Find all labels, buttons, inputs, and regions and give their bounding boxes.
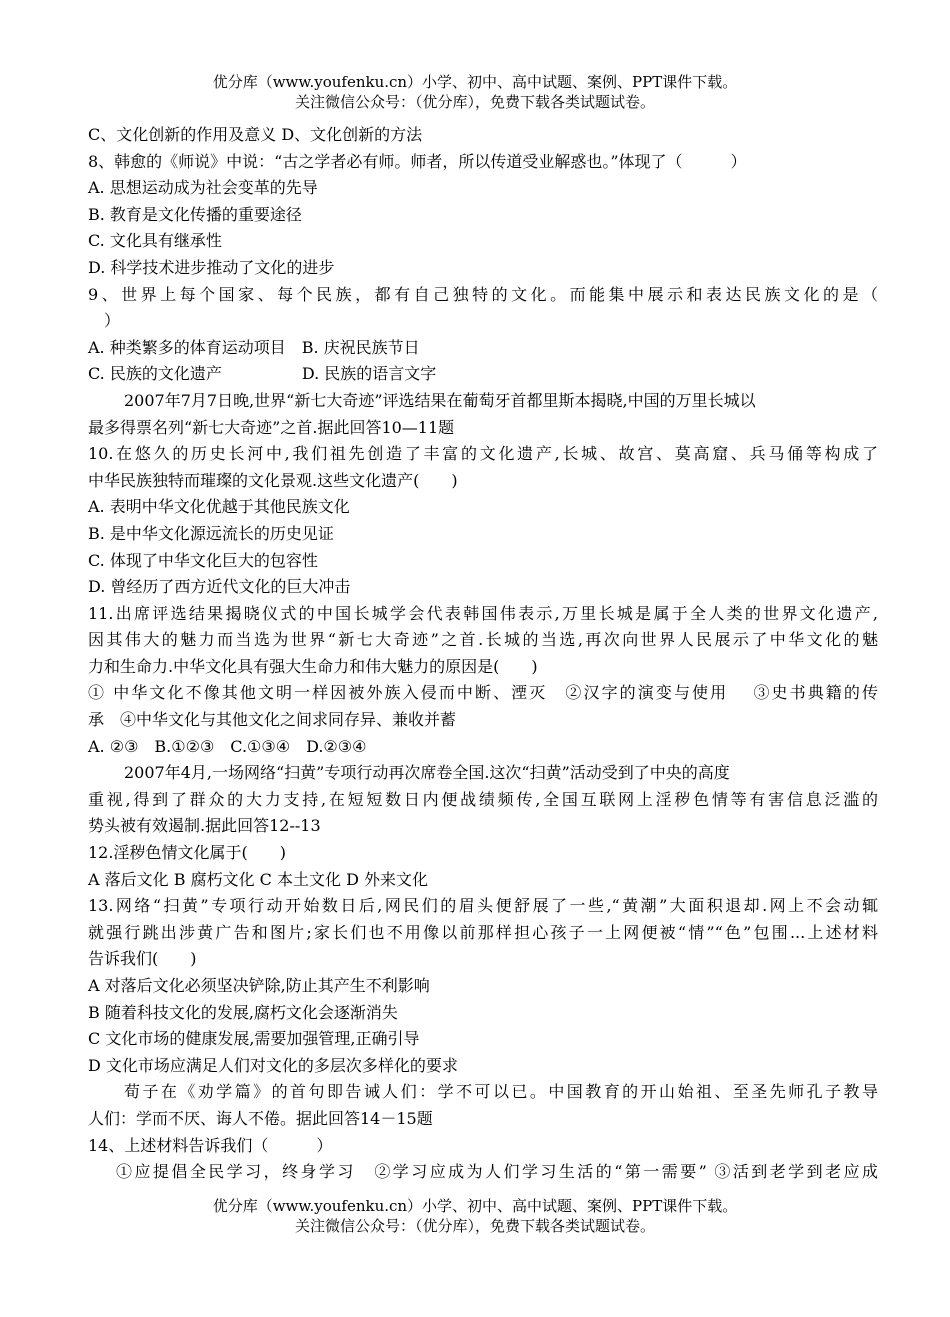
material-paragraph: 荀子在《劝学篇》的首句即告诫人们：学不可以已。中国教育的开山始祖、至圣先师孔子教导 (124, 1082, 878, 1102)
material-paragraph: 2007年4月,一场网络“扫黄”专项行动再次席卷全国.这次“扫黄”活动受到了中央的高度 (124, 763, 730, 783)
option-line: D. 科学技术进步推动了文化的进步 (88, 257, 335, 277)
option-line: A. 种类繁多的体育运动项目 B. 庆祝民族节日 (88, 337, 420, 357)
option-line: C 文化市场的健康发展,需要加强管理,正确引导 (88, 1029, 420, 1049)
question-10-cont: 中华民族独特而璀璨的文化景观.这些文化遗产( ) (88, 470, 458, 490)
document-body (88, 122, 878, 1186)
option-line: A. 表明中华文化优越于其他民族文化 (88, 497, 350, 517)
footer-line-2: 关注微信公众号：（优分库），免费下载各类试题试卷。 (294, 1217, 655, 1235)
option-line: B. 是中华文化源远流长的历史见证 (88, 523, 334, 543)
option-line: A 对落后文化必须坚决铲除,防止其产生不利影响 (88, 976, 430, 995)
option-line: B. 教育是文化传播的重要途径 (88, 204, 302, 224)
option-line: A. ②③ B.①②③ C.①③④ D.②③④ (88, 736, 367, 756)
material-paragraph-cont: 势头被有效遏制.据此回答12--13 (88, 816, 321, 836)
question-8: 8、韩愈的《师说》中说：“古之学者必有师。师者，所以传道受业解惑也。”体现了（ ） (88, 151, 747, 171)
question-9: 9、世界上每个国家、每个民族，都有自己独特的文化。而能集中展示和表达民族文化的是（ (88, 284, 878, 304)
footer-line-1: 优分库（www.youfenku.cn）小学、初中、高中试题、案例、PPT课件下载。 (212, 1197, 738, 1215)
option-line: A 落后文化 B 腐朽文化 C 本土文化 D 外来文化 (88, 869, 428, 889)
material-paragraph-cont: 重视,得到了群众的大力支持,在短短数日内便战绩频传,全国互联网上淫秽色情等有害信息泛滥的 (88, 789, 878, 809)
option-line: C. 民族的文化遗产 D. 民族的语言文字 (88, 364, 437, 384)
material-paragraph: 2007年7月7日晚,世界“新七大奇迹”评选结果在葡萄牙首都里斯本揭晓,中国的万里长城以 (124, 390, 756, 410)
option-line: B 随着科技文化的发展,腐朽文化会逐渐消失 (88, 1002, 398, 1022)
material-paragraph-cont: 最多得票名列“新七大奇迹”之首.据此回答10—11题 (88, 417, 455, 437)
question-9-cont: ） (88, 311, 121, 331)
statement-line: ① 中华文化不像其他文明一样因被外族入侵而中断、湮灭 ②汉字的演变与使用 ③史书典籍的传 (88, 683, 878, 703)
option-line: A. 思想运动成为社会变革的先导 (88, 178, 318, 198)
question-11-cont: 力和生命力.中华文化具有强大生命力和伟大魅力的原因是( ) (88, 656, 538, 676)
option-line: C、文化创新的作用及意义 D、文化创新的方法 (88, 125, 423, 144)
question-10: 10.在悠久的历史长河中,我们祖先创造了丰富的文化遗产,长城、故宫、莫高窟、兵马俑等构成了 (88, 444, 878, 464)
option-line: D. 曾经历了西方近代文化的巨大冲击 (88, 577, 351, 597)
option-line: C. 文化具有继承性 (88, 231, 222, 251)
question-12: 12.淫秽色情文化属于( ) (88, 843, 286, 863)
page-header (0, 72, 950, 112)
statement-line: 承 ④中华文化与其他文化之间求同存异、兼收并蓄 (88, 710, 457, 730)
question-11: 11.出席评选结果揭晓仪式的中国长城学会代表韩国伟表示,万里长城是属于全人类的世界文化遗产, (88, 603, 878, 623)
question-13: 13.网络“扫黄”专项行动开始数日后,网民们的眉头便舒展了一些,“黄潮”大面积退却.网上不会动辄 (88, 896, 878, 916)
option-line: D 文化市场应满足人们对文化的多层次多样化的要求 (88, 1055, 458, 1075)
question-13-cont: 就强行跳出涉黄广告和图片;家长们也不用像以前那样担心孩子一上网便被“情”“色”包围...上述材料 (88, 922, 878, 942)
question-13-cont: 告诉我们( ) (88, 949, 197, 969)
question-11-cont: 因其伟大的魅力而当选为世界“新七大奇迹”之首.长城的当选,再次向世界人民展示了中华文化的魅 (88, 630, 878, 650)
page-footer (0, 1196, 950, 1236)
header-line-1: 优分库（www.youfenku.cn）小学、初中、高中试题、案例、PPT课件下载。 (212, 73, 738, 91)
option-line: C. 体现了中华文化巨大的包容性 (88, 550, 318, 570)
statement-line: ①应提倡全民学习，终身学习 ②学习应成为人们学习生活的“第一需要” ③活到老学到老应成 (116, 1162, 878, 1182)
header-line-2: 关注微信公众号：（优分库），免费下载各类试题试卷。 (294, 93, 655, 111)
material-paragraph-cont: 人们：学而不厌、诲人不倦。据此回答14－15题 (88, 1108, 433, 1128)
question-14: 14、上述材料告诉我们（ ） (88, 1135, 333, 1155)
